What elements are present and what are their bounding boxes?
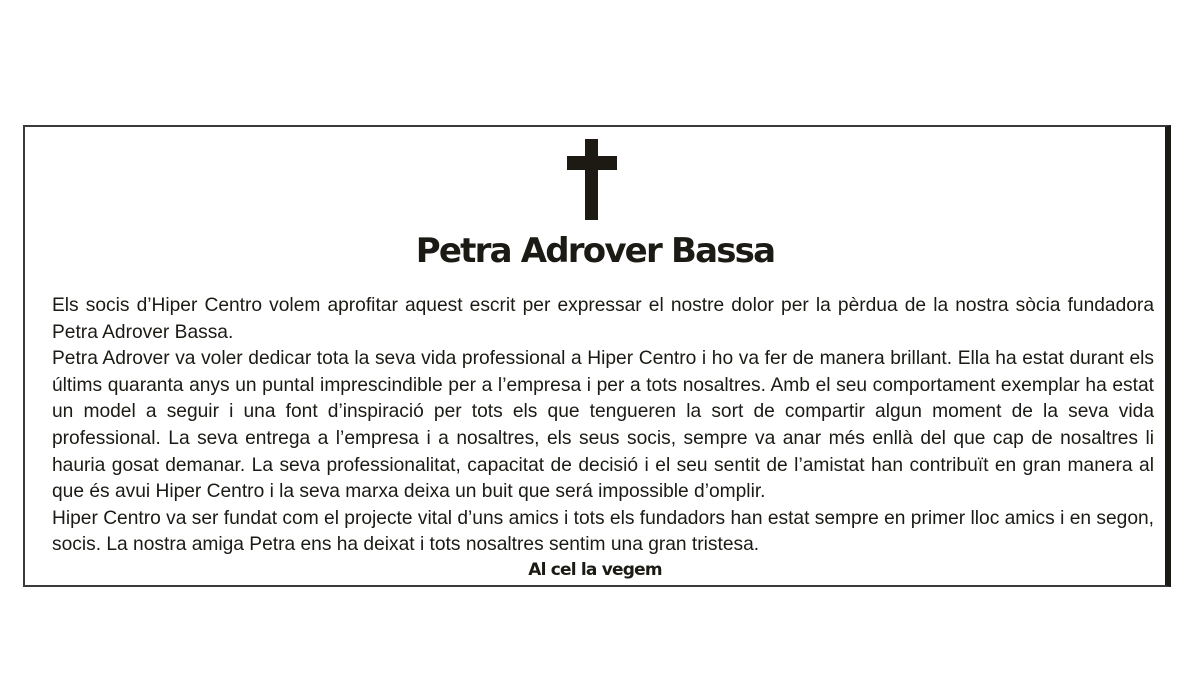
paragraph-1: Els socis d’Hiper Centro volem aprofitar aquest escrit per expressar el nostre dolor per la pèrdua de la nostra sòcia fundadora Petra Adrover Bassa. xyxy=(52,295,1154,343)
cross-vertical-bar xyxy=(585,139,598,220)
deceased-name: Petra Adrover Bassa xyxy=(415,231,775,271)
notice-body xyxy=(52,293,1154,559)
obituary-notice xyxy=(23,125,1171,587)
paragraph-3: Hiper Centro va ser fundat com el projecte vital d’uns amics i tots els fundadors han estat sempre en primer lloc amics i en segon, socis. La nostra amiga Petra ens ha deixat i tots nosaltres sentim una gran tristesa. xyxy=(52,507,1154,556)
cross-horizontal-bar xyxy=(567,156,617,170)
paragraph-2: Petra Adrover va voler dedicar tota la seva vida professional a Hiper Centro i ho va fer de manera brillant. Ella ha estat durant els últims quaranta anys un puntal imprescindible per a l’empresa i per a tots nosaltres. Amb el seu comportament exemplar ha estat un model a seguir i una font d’inspiració per tots els que tengueren la sort de compartir algun moment de la seva vida professional. La seva entrega a l’empresa i a nosaltres, els seus socis, sempre va anar més enllà del que cap de nosaltres li hauria gosat demanar. La seva professionalitat, capacitat de decisió i el seu sentit de l’amistat han contribuït en gran manera al que és avui Hiper Centro i la seva marxa deixa un buit que será impossible d’omplir. xyxy=(52,348,1154,503)
cross-icon xyxy=(567,139,617,220)
closing-line: Al cel la vegem xyxy=(528,560,662,580)
